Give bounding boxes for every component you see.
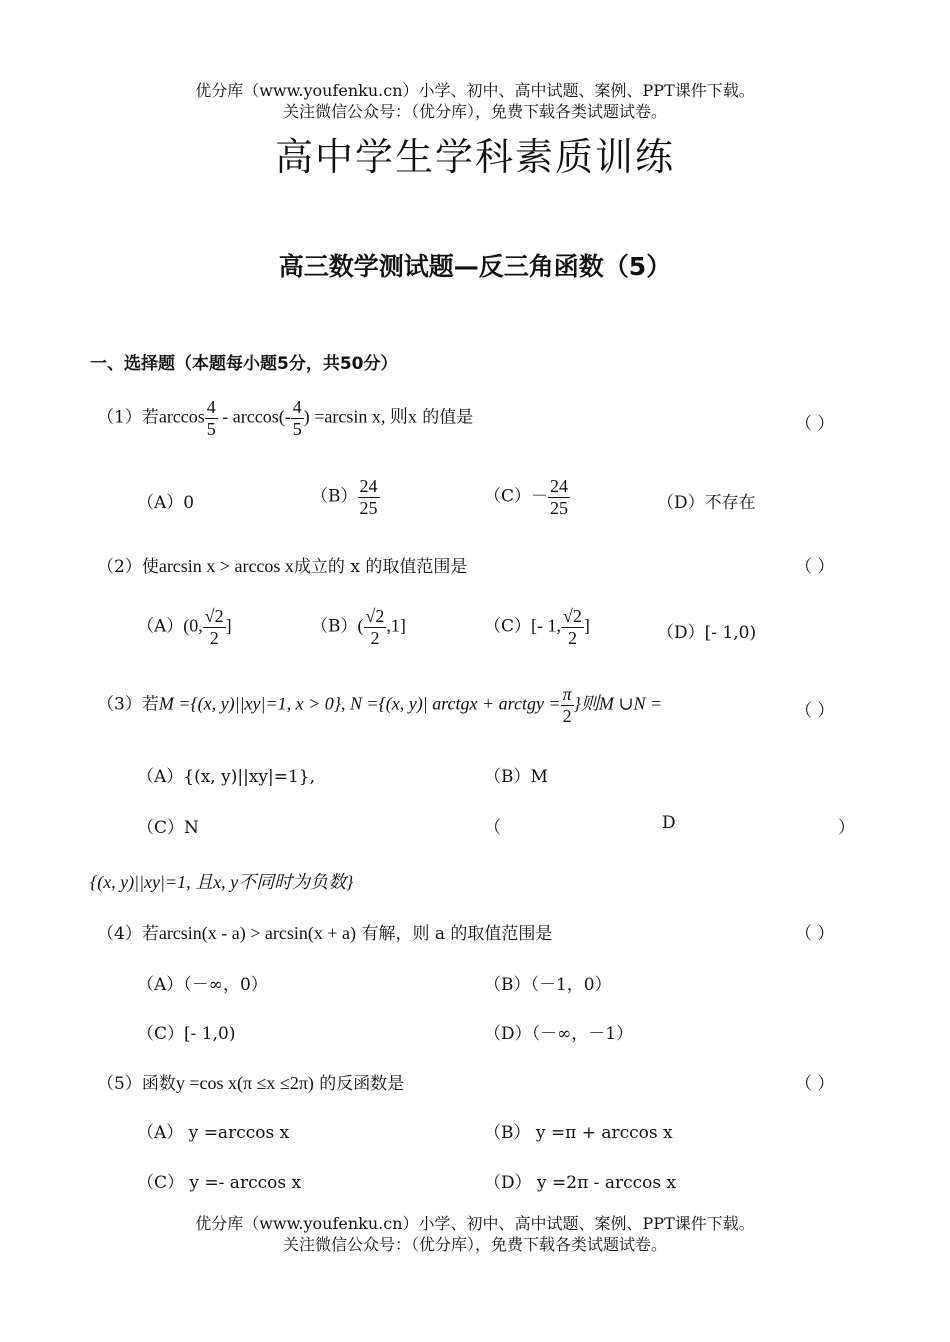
test-subtitle: 高三数学测试题—反三角函数（5） — [278, 252, 672, 281]
q1-tail: 的值是 — [416, 407, 474, 428]
q1-option-c[interactable]: （C）－ $\frac{24}{25}$ — [484, 476, 569, 518]
q5-option-d[interactable]: （D） y =2π - arccos x — [484, 1173, 677, 1193]
header-line-1: 优分库（www.youfenku.cn）小学、初中、高中试题、案例、PPT课件下载。 — [195, 81, 755, 100]
q1-expr-part2: - arccos(- — [217, 406, 291, 427]
section-heading: 一、选择题（本题每小题5分，共50分） — [90, 354, 398, 374]
q1-option-d[interactable]: （D）不存在 — [657, 493, 756, 513]
q4-option-d[interactable]: （D）（－∞，－1） — [484, 1024, 634, 1044]
q1-expr-part3: ) =arcsin x, 则x — [303, 406, 417, 427]
question-2: （2）使arcsin x > arccos x成立的 x 的取值范围是 — [97, 556, 468, 577]
q5-option-a[interactable]: （A） y =arccos x — [137, 1123, 290, 1143]
q4-option-c[interactable]: （C）[- 1,0) — [137, 1024, 236, 1044]
q2-option-d[interactable]: （D）[- 1,0) — [657, 623, 757, 643]
q1-answer-blank[interactable]: （ ） — [795, 414, 835, 434]
question-1 — [97, 397, 473, 439]
q1-option-a[interactable]: （A）0 — [137, 493, 195, 513]
q3-option-d-close: ） — [838, 818, 855, 838]
page-title: 高中学生学科素质训练 — [274, 135, 675, 179]
q1-fraction-1: $\frac{4}{5}$ — [206, 397, 216, 439]
question-5: （5）函数y =cos x(π ≤x ≤2π) 的反函数是 — [97, 1073, 405, 1094]
q5-answer-blank[interactable]: （ ） — [795, 1074, 835, 1094]
q1-option-b[interactable]: （B） $\frac{24}{25}$ — [311, 476, 378, 518]
footer-line-2: 关注微信公众号：（优分库），免费下载各类试题试卷。 — [282, 1235, 667, 1254]
q1-expr-part1: arccos — [158, 406, 205, 427]
q4-option-b[interactable]: （B）（－1，0） — [484, 975, 612, 995]
question-3: （3）若M ={(x, y)||xy|=1, x > 0}, N ={(x, y)| arctgx + arctgy = $\frac{\pi}{2}$ }则M ∪N = — [97, 684, 663, 726]
q3-answer-blank[interactable]: （ ） — [795, 701, 835, 721]
q5-option-c[interactable]: （C） y =- arccos x — [137, 1173, 302, 1193]
q5-expr: y =cos x(π ≤x ≤2π) — [175, 1073, 314, 1093]
q3-option-c[interactable]: （C）N — [137, 818, 199, 838]
q2-expr: arcsin x > arccos x — [158, 556, 294, 576]
q2-option-c[interactable]: （C）[- 1, $\frac{√2}{2}$ ] — [484, 606, 590, 648]
q1-fraction-2: $\frac{4}{5}$ — [292, 397, 302, 439]
q4-answer-blank[interactable]: （ ） — [795, 924, 835, 944]
q3-option-d-label[interactable]: D — [662, 813, 676, 833]
q5-option-b[interactable]: （B） y =π + arccos x — [484, 1123, 673, 1143]
q4-expr: arcsin(x - a) > arcsin(x + a) — [158, 923, 357, 943]
q2-option-a[interactable]: （A）(0, $\frac{√2}{2}$ ] — [137, 606, 232, 648]
q3-option-d-text: {(x, y)||xy|=1, 且x, y不同时为负数} — [90, 872, 354, 892]
q3-option-a[interactable]: （A）{(x, y)||xy|=1}, — [137, 767, 316, 787]
footer-line-1: 优分库（www.youfenku.cn）小学、初中、高中试题、案例、PPT课件下载。 — [195, 1214, 755, 1233]
q3-expr: M ={(x, y)||xy|=1, x > 0}, N ={(x, y)| arctgx + arctgy = — [158, 693, 561, 714]
q3-option-d-open[interactable]: （ — [484, 818, 501, 838]
q2-option-b[interactable]: （B）( $\frac{√2}{2}$ ,1] — [311, 606, 406, 648]
q2-answer-blank[interactable]: （ ） — [795, 557, 835, 577]
q3-fraction: $\frac{\pi}{2}$ — [562, 684, 572, 726]
header-line-2: 关注微信公众号：（优分库），免费下载各类试题试卷。 — [282, 102, 667, 121]
question-4: （4）若arcsin(x - a) > arcsin(x + a) 有解，则 a 的取值范围是 — [97, 923, 553, 944]
q1-lead: （1）若 — [97, 407, 159, 428]
q4-option-a[interactable]: （A）（－∞，0） — [137, 975, 268, 995]
q3-option-b[interactable]: （B）M — [484, 767, 548, 787]
